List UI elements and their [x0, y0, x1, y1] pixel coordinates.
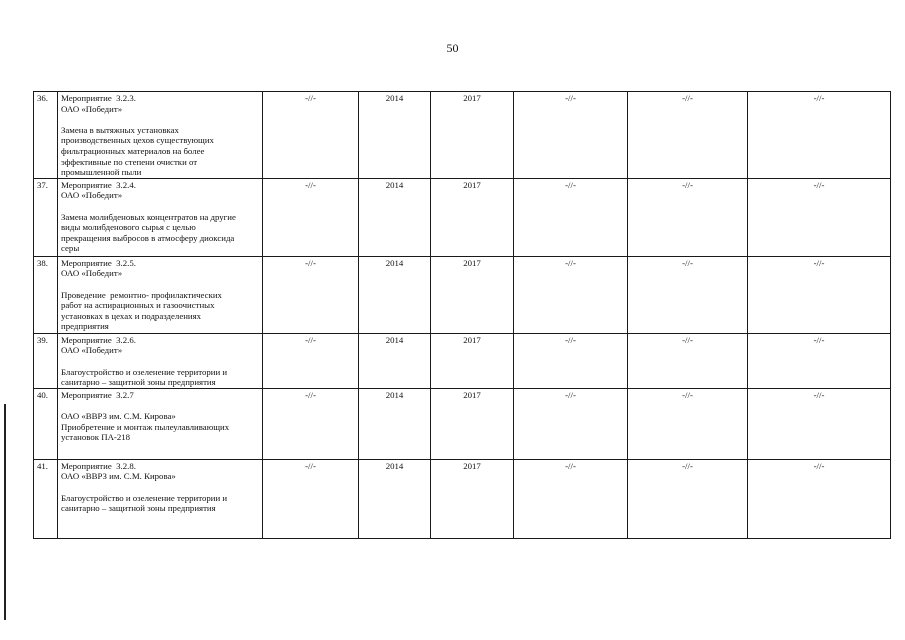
end-year-cell: 2017	[431, 178, 514, 256]
start-year-cell: 2014	[359, 333, 431, 388]
scan-edge-line	[4, 404, 6, 620]
measure-description-line: Замена в вытяжных установках	[61, 124, 179, 135]
row-number: 38.	[34, 256, 58, 333]
spacer	[61, 279, 259, 290]
row-number: 39.	[34, 333, 58, 388]
table-row	[34, 459, 891, 538]
organization-name: ОАО «Победит»	[61, 190, 123, 201]
executor-cell: -//-	[263, 388, 359, 459]
end-year-cell: 2017	[431, 256, 514, 333]
start-year-cell: 2014	[359, 388, 431, 459]
funding-source-cell: -//-	[514, 333, 628, 388]
result-cell: -//-	[748, 388, 891, 459]
measure-title: Мероприятие 3.2.7	[61, 389, 134, 400]
measure-description-line: производственных цехов существующих	[61, 135, 214, 146]
start-year-cell: 2014	[359, 178, 431, 256]
page-number: 50	[446, 41, 459, 55]
measure-description-line: установок ПА-218	[61, 432, 131, 443]
measure-description-line: санитарно – защитной зоны предприятия	[61, 503, 216, 514]
table-row	[34, 178, 891, 256]
measure-title: Мероприятие 3.2.4.	[61, 179, 136, 190]
measure-description-cell	[58, 333, 263, 388]
measure-title: Мероприятие 3.2.3.	[61, 93, 136, 103]
measures-table	[33, 91, 891, 539]
measure-title: Мероприятие 3.2.8.	[61, 460, 136, 471]
measure-description-line: прекращения выбросов в атмосферу диоксида	[61, 232, 235, 243]
organization-name: ОАО «Победит»	[61, 345, 123, 356]
spacer	[61, 482, 259, 493]
measure-description-line: Замена молибденовых концентратов на другие	[61, 211, 236, 222]
funding-source-cell: -//-	[514, 256, 628, 333]
measure-description-line: предприятия	[61, 321, 109, 332]
start-year-cell: 2014	[359, 459, 431, 538]
end-year-cell: 2017	[431, 333, 514, 388]
executor-cell: -//-	[263, 459, 359, 538]
organization-name: ОАО «Победит»	[61, 268, 123, 279]
row-number: 41.	[34, 459, 58, 538]
end-year-cell: 2017	[431, 92, 514, 179]
measure-description-line: эффективные по степени очистки от	[61, 156, 198, 167]
amount-cell: -//-	[628, 333, 748, 388]
row-number: 37.	[34, 178, 58, 256]
measure-description-line: санитарно – защитной зоны предприятия	[61, 377, 216, 388]
amount-cell: -//-	[628, 256, 748, 333]
measure-title: Мероприятие 3.2.5.	[61, 257, 136, 268]
measure-description-cell	[58, 459, 263, 538]
funding-source-cell: -//-	[514, 388, 628, 459]
result-cell: -//-	[748, 459, 891, 538]
row-number: 36.	[34, 92, 58, 179]
funding-source-cell: -//-	[514, 178, 628, 256]
measure-description-line: промышленной пыли	[61, 167, 142, 178]
amount-cell: -//-	[628, 388, 748, 459]
amount-cell: -//-	[628, 178, 748, 256]
measure-description-line: Благоустройство и озеленение территории и	[61, 492, 228, 503]
measure-description-line: Благоустройство и озеленение территории и	[61, 366, 228, 377]
table-row	[34, 92, 891, 179]
measure-description-line: фильтрационных материалов на более	[61, 145, 205, 156]
spacer	[61, 201, 259, 212]
start-year-cell: 2014	[359, 256, 431, 333]
result-cell: -//-	[748, 333, 891, 388]
funding-source-cell: -//-	[514, 459, 628, 538]
organization-name: ОАО «ВВРЗ им. С.М. Кирова»	[61, 471, 176, 482]
measure-description-line: установках в цехах и подразделениях	[61, 310, 202, 321]
measure-description-line: Приобретение и монтаж пылеулавливающих	[61, 421, 230, 432]
start-year-cell: 2014	[359, 92, 431, 179]
organization-name: ОАО «Победит»	[61, 103, 123, 114]
measure-description-line: виды молибденового сырья с целью	[61, 222, 196, 233]
measure-description-line: серы	[61, 243, 80, 254]
end-year-cell: 2017	[431, 388, 514, 459]
executor-cell: -//-	[263, 333, 359, 388]
executor-cell: -//-	[263, 92, 359, 179]
executor-cell: -//-	[263, 256, 359, 333]
amount-cell: -//-	[628, 92, 748, 179]
table-row	[34, 256, 891, 333]
result-cell: -//-	[748, 178, 891, 256]
measure-title: Мероприятие 3.2.6.	[61, 334, 136, 345]
spacer	[61, 114, 259, 125]
measure-description-cell	[58, 256, 263, 333]
funding-source-cell: -//-	[514, 92, 628, 179]
executor-cell: -//-	[263, 178, 359, 256]
table-row	[34, 333, 891, 388]
spacer	[61, 356, 259, 367]
table-body	[34, 92, 891, 539]
result-cell: -//-	[748, 92, 891, 179]
measure-description-cell	[58, 178, 263, 256]
measure-description-line: Проведение ремонтно- профилактических	[61, 289, 222, 300]
measure-description-cell	[58, 388, 263, 459]
row-number: 40.	[34, 388, 58, 459]
end-year-cell: 2017	[431, 459, 514, 538]
result-cell: -//-	[748, 256, 891, 333]
organization-name: ОАО «ВВРЗ им. С.М. Кирова»	[61, 410, 176, 421]
spacer	[61, 400, 259, 411]
measure-description-cell	[58, 92, 263, 179]
measure-description-line: работ на аспирационных и газоочистных	[61, 300, 215, 311]
amount-cell: -//-	[628, 459, 748, 538]
table-row	[34, 388, 891, 459]
